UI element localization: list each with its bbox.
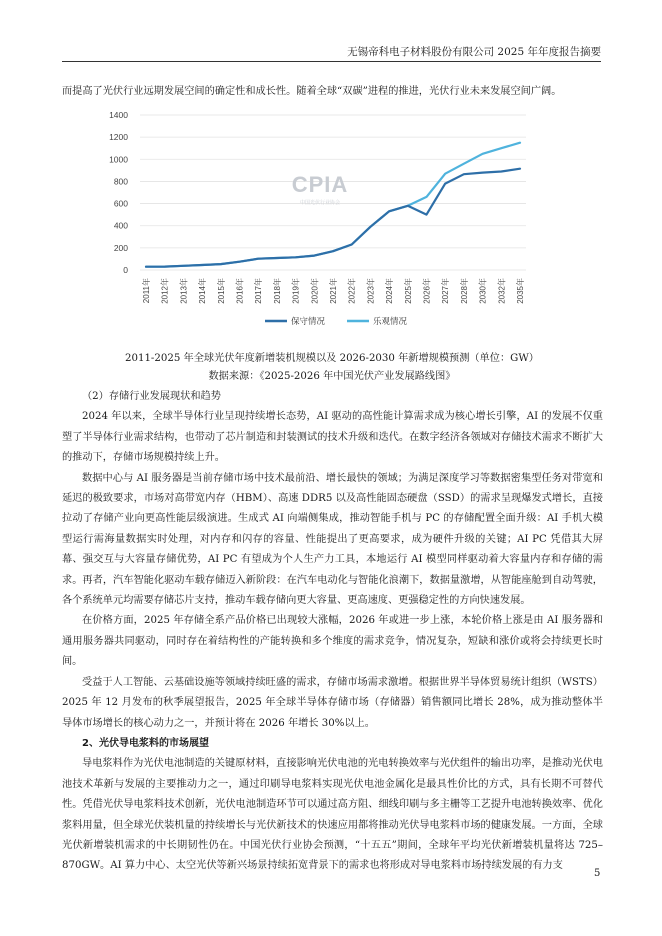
section-heading-paste: 2、光伏导电浆料的市场展望 [82, 737, 209, 749]
chart-caption: 2011-2025 年全球光伏年度新增装机规模以及 2026-2030 年新增规模预测（单位：GW） [125, 353, 539, 364]
x-tick-label: 2027年 [441, 278, 451, 304]
x-tick-label: 2019年 [291, 278, 301, 304]
chart-watermark: CPIA [291, 172, 349, 197]
x-tick-label: 2021年 [329, 278, 338, 304]
y-tick-label: 600 [113, 198, 128, 209]
paragraph-paste-outlook: 导电浆料作为光伏电池制造的关键原材料，直接影响光伏电池的光电转换效率与光伏组件的输出功率，是推动光伏电池技术革新与发展的主要推动力之一，通过印刷导电浆料实现光伏电池金属化是最具性价比的方式，具有长期不可替代性。凭借光伏导电浆料技术创新，光伏电池制造环节可以通过高方阻、细线印刷与多主栅等工艺提升电池转换效率、优化浆料用量，但全球光伏装机量的持续增长与光伏新技术的快速应用都将推动光伏导电浆料市场的健康发展。一方面，全球光伏新增装机需求的中长期韧性仍在。中国光伏行业协会预测，“十五五”期间，全球年平均光伏新增装机量将达 725–870GW。AI 算力中心、太空光伏等新兴场景持续拓宽背景下的需求也将形成对导电浆料市场持续发展的有力支 [62, 758, 603, 872]
y-tick-label: 200 [113, 242, 128, 253]
paragraph-storage-market: 受益于人工智能、云基础设施等领域持续旺盛的需求，存储市场需求激增。根据世界半导体贸易统计组织（WSTS）2025 年 12 月发布的秋季展望报告，2025 年全球半导体存储市场（存储器）销售额同比增长 28%，成为推动整体半导体市场增长的核心动力之一，并预计将在 2026 年增长 30%以上。 [62, 676, 603, 729]
y-tick-label: 800 [113, 176, 128, 187]
x-tick-label: 2013年 [179, 278, 189, 304]
legend-label: 保守情况 [291, 316, 326, 326]
legend-label: 乐观情况 [373, 316, 408, 326]
report-header: 无锡帝科电子材料股份有限公司 2025 年年度报告摘要 [347, 46, 601, 58]
x-tick-label: 2025年 [403, 278, 413, 304]
x-tick-label: 2018年 [272, 278, 282, 304]
x-tick-label: 2028年 [459, 278, 469, 304]
page-number: 5 [594, 868, 601, 879]
chart-source: 数据来源：《2025-2026 年中国光伏产业发展路线图》 [208, 371, 456, 382]
x-tick-label: 2016年 [235, 278, 245, 304]
x-tick-label: 2015年 [216, 278, 226, 304]
x-tick-label: 2017年 [254, 278, 264, 304]
y-tick-label: 400 [113, 220, 128, 231]
body-text [62, 387, 603, 877]
lead-paragraph: 而提高了光伏行业远期发展空间的确定性和成长性。随着全球“双碳”进程的推进，光伏行业未来发展空间广阔。 [62, 86, 562, 97]
paragraph-storage-demand: 数据中心与 AI 服务器是当前存储市场中技术最前沿、增长最快的领域；为满足深度学习等数据密集型任务对带宽和延迟的极致要求，市场对高带宽内存（HBM）、高速 DDR5 以及高性能固态硬盘（SSD）的需求呈现爆发式增长，直接拉动了存储产业向更高性能层级演进。生成式 AI 向端侧集成，推动智能手机与 PC 的存储配置全面升级：AI 手机大模型运行需海量数据实时处理，对内存和闪存的容量、性能提出了更高要求，成为硬件升级的关键；AI PC 凭借其大屏幕、强交互与大容量存储优势，AI PC 有望成为个人生产力工具，本地运行 AI 模型同样驱动着大容量内存和存储的需求。再者，汽车智能化驱动车载存储迈入新阶段：在汽车电动化与智能化浪潮下，数据量激增，从智能座舱到自动驾驶，各个系统单元均需要存储芯片支持，推动车载存储向更大容量、更高速度、更强稳定性的方向快速发展。 [62, 472, 603, 607]
x-tick-label: 2024年 [385, 278, 395, 304]
chart-watermark-sub: 中国光伏行业协会 [299, 200, 341, 206]
y-tick-label: 0 [123, 265, 128, 275]
x-tick-label: 2014年 [198, 278, 208, 304]
x-tick-label: 2035年 [516, 278, 525, 304]
pv-installation-chart [100, 100, 540, 338]
x-tick-label: 2012年 [160, 278, 170, 304]
x-tick-label: 2030年 [478, 278, 488, 304]
paragraph-storage-price: 在价格方面，2025 年存储全系产品价格已出现较大涨幅，2026 年或进一步上涨，本轮价格上涨是由 AI 服务器和通用服务器共同驱动，同时存在着结构性的产能转换和多个维度的需求竞争，情况复杂，短缺和涨价或将会持续更长时间。 [62, 615, 603, 668]
x-tick-label: 2023年 [366, 278, 376, 304]
x-tick-label: 2026年 [422, 278, 432, 304]
x-tick-label: 2011年 [142, 278, 151, 304]
x-tick-label: 2020年 [310, 278, 320, 304]
x-tick-label: 2032年 [497, 278, 507, 304]
x-tick-label: 2022年 [347, 278, 357, 304]
paragraph-storage-growth: 2024 年以来，全球半导体行业呈现持续增长态势，AI 驱动的高性能计算需求成为核心增长引擎，AI 的发展不仅重塑了半导体行业需求结构，也带动了芯片制造和封装测试的技术升级和迭代。在数字经济各领域对存储技术需求不断扩大的推动下，存储市场规模持续上升。 [62, 411, 603, 464]
y-tick-label: 1000 [109, 154, 128, 165]
header-divider [62, 61, 601, 62]
sub-heading-storage: （2）存储行业发展现状和趋势 [82, 391, 221, 402]
y-tick-label: 1200 [109, 132, 128, 143]
y-tick-label: 1400 [109, 110, 128, 120]
